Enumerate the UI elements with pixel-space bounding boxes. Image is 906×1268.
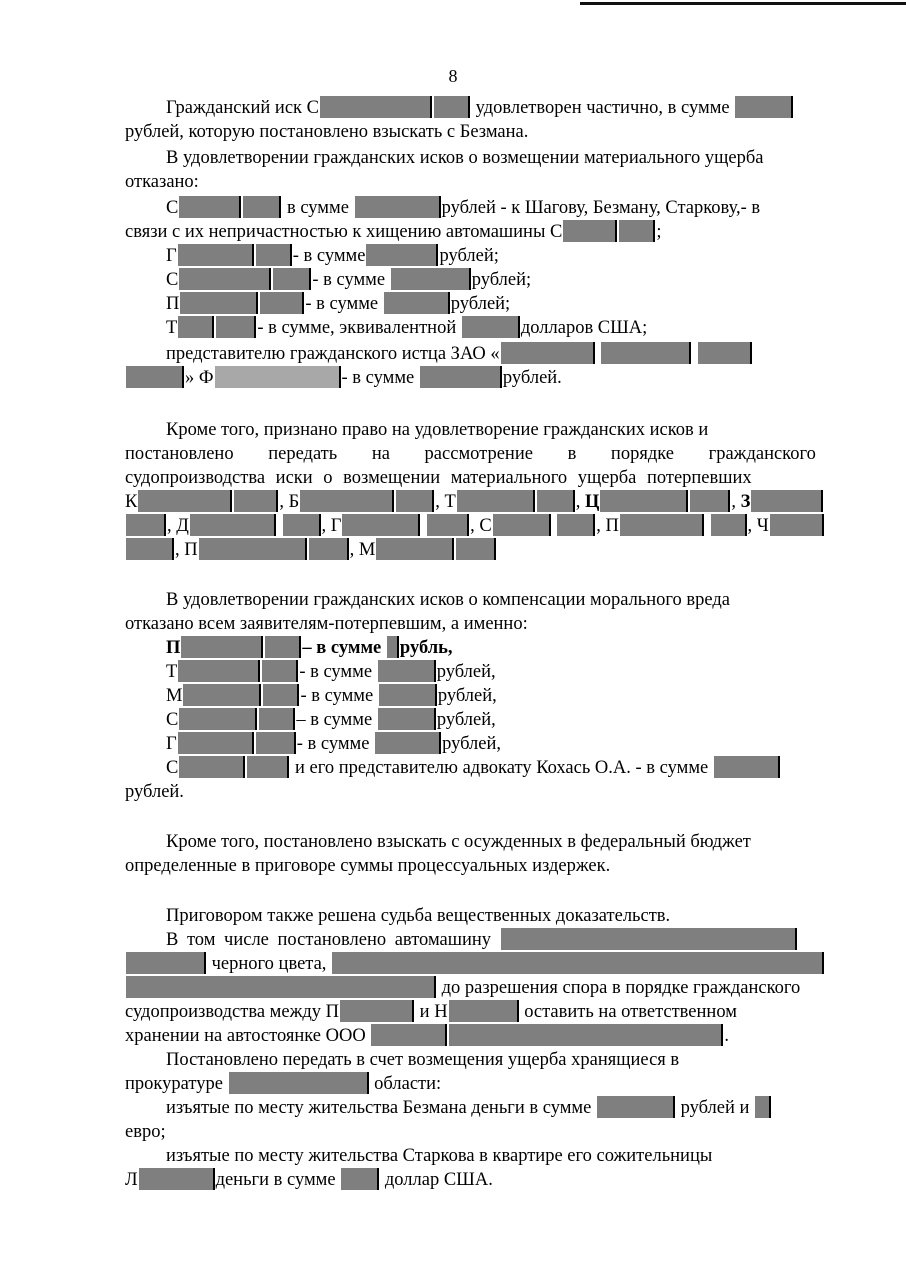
text-fragment: Ц bbox=[585, 492, 600, 512]
text-fragment: рублей, bbox=[436, 710, 496, 730]
redaction bbox=[126, 976, 436, 998]
redaction bbox=[366, 244, 438, 266]
costs-line-1 bbox=[166, 830, 853, 854]
text-fragment: Ч bbox=[756, 516, 769, 536]
text-fragment: прокуратуре bbox=[125, 1074, 223, 1094]
text-fragment: - в сумме bbox=[296, 734, 370, 754]
text-fragment: оставить на ответственном bbox=[524, 1002, 737, 1022]
redaction bbox=[340, 1000, 414, 1022]
seized-starkov-2 bbox=[125, 1168, 493, 1192]
redaction bbox=[178, 316, 214, 338]
redaction bbox=[501, 342, 595, 364]
text-fragment: Т bbox=[166, 318, 178, 338]
redaction bbox=[181, 636, 263, 658]
rep-line bbox=[166, 342, 753, 366]
text-fragment: - в сумме bbox=[292, 246, 366, 266]
costs-line-2: определенные в приговоре суммы процессуальных издержек. bbox=[125, 856, 611, 876]
text-fragment: и Н bbox=[419, 1002, 448, 1022]
moral-s bbox=[166, 708, 496, 732]
redaction bbox=[449, 1000, 519, 1022]
redaction bbox=[178, 244, 254, 266]
redaction bbox=[396, 490, 434, 512]
text-fragment: Кроме того, постановлено взыскать с осужденных в федеральный бюджет bbox=[166, 832, 751, 852]
text-fragment: Гражданский иск С bbox=[166, 98, 319, 118]
text-fragment: П bbox=[184, 540, 198, 560]
text-fragment: З bbox=[740, 492, 751, 512]
redaction bbox=[126, 366, 184, 388]
text-fragment: Л bbox=[125, 1170, 138, 1190]
text-fragment: изъятые по месту жительства Безмана деньги в сумме bbox=[166, 1098, 592, 1118]
text-fragment: связи с их непричастностью к хищению автомашины С bbox=[125, 222, 563, 242]
redaction bbox=[378, 708, 436, 730]
redaction bbox=[619, 220, 655, 242]
transfer-line-2 bbox=[125, 1072, 441, 1096]
text-fragment: - в сумме bbox=[341, 368, 415, 388]
redaction bbox=[501, 928, 797, 950]
redaction bbox=[714, 756, 780, 778]
redaction bbox=[126, 952, 206, 974]
redaction bbox=[600, 490, 688, 512]
text-fragment: Д bbox=[176, 516, 189, 536]
text-fragment: рублей; bbox=[439, 246, 499, 266]
redaction bbox=[457, 490, 535, 512]
text-fragment: Б bbox=[288, 492, 300, 512]
victims-line-1: К , Б , Т , Ц , З bbox=[125, 490, 824, 514]
redaction bbox=[462, 316, 520, 338]
redaction bbox=[265, 636, 301, 658]
redaction bbox=[234, 490, 278, 512]
redaction bbox=[138, 490, 232, 512]
text-fragment: М bbox=[166, 686, 183, 706]
redaction bbox=[449, 1024, 723, 1046]
evidence-line-5 bbox=[125, 1000, 737, 1024]
redaction bbox=[260, 292, 304, 314]
claim-p bbox=[166, 292, 510, 316]
redaction bbox=[179, 756, 245, 778]
redaction bbox=[180, 292, 258, 314]
redaction bbox=[493, 514, 551, 536]
text-fragment: Г bbox=[166, 734, 177, 754]
redaction bbox=[139, 1168, 215, 1190]
redaction bbox=[126, 514, 166, 536]
text-fragment: области: bbox=[374, 1074, 442, 1094]
text-fragment: судопроизводства между П bbox=[125, 1002, 340, 1022]
redaction bbox=[332, 952, 824, 974]
text-fragment: Т bbox=[166, 662, 178, 682]
moral-s2-2: рублей. bbox=[125, 782, 184, 802]
redaction bbox=[179, 708, 257, 730]
redaction bbox=[283, 514, 321, 536]
redaction bbox=[690, 490, 730, 512]
redaction bbox=[379, 684, 437, 706]
recognition-line-3: судопроизводства иски о возмещении материального ущерба потерпевших bbox=[125, 468, 752, 488]
text-fragment: Г bbox=[330, 516, 342, 536]
moral-p bbox=[166, 636, 453, 660]
redaction bbox=[420, 366, 502, 388]
redaction bbox=[711, 514, 747, 536]
redaction bbox=[342, 514, 420, 536]
redaction bbox=[601, 342, 691, 364]
seized-bezman-2: евро; bbox=[125, 1122, 166, 1142]
redaction bbox=[434, 96, 470, 118]
text-fragment: до разрешения спора в порядке гражданского bbox=[441, 978, 801, 998]
redaction bbox=[378, 660, 436, 682]
text-fragment: В удовлетворении гражданских исков о возмещении материального ущерба bbox=[166, 148, 764, 168]
text-fragment: - в сумме bbox=[299, 662, 373, 682]
evidence-line-1: Приговором также решена судьба вещественных доказательств. bbox=[166, 906, 671, 926]
text-fragment: рубль, bbox=[399, 638, 453, 658]
text-fragment: С bbox=[166, 270, 179, 290]
text-fragment: рублей, bbox=[436, 662, 496, 682]
text-fragment: и его представителю адвокату Кохась О.А. - в сумме bbox=[294, 758, 709, 778]
seized-bezman bbox=[166, 1096, 772, 1120]
redaction bbox=[537, 490, 575, 512]
moral-heading bbox=[166, 588, 853, 612]
civil-claim-line-2: рублей, которую постановлено взыскать с Безмана. bbox=[125, 122, 529, 142]
redaction bbox=[557, 514, 595, 536]
redaction bbox=[262, 660, 298, 682]
redaction bbox=[387, 636, 399, 658]
text-fragment: рублей; bbox=[471, 270, 532, 290]
text-fragment: П bbox=[166, 638, 181, 658]
redaction bbox=[309, 538, 349, 560]
recognition-line-1 bbox=[166, 418, 853, 442]
redaction bbox=[199, 538, 307, 560]
moral-t bbox=[166, 660, 496, 684]
redaction bbox=[179, 196, 241, 218]
text-fragment: М bbox=[358, 540, 376, 560]
text-fragment: Г bbox=[166, 246, 177, 266]
redaction bbox=[247, 756, 289, 778]
redaction bbox=[391, 268, 471, 290]
page-number: 8 bbox=[448, 66, 458, 86]
recognition-line-2: постановлено передать на рассмотрение в порядке гражданского bbox=[125, 444, 816, 464]
redaction bbox=[320, 96, 432, 118]
text-fragment: - в сумме bbox=[300, 686, 374, 706]
moral-g bbox=[166, 732, 501, 756]
text-fragment: Т bbox=[444, 492, 456, 512]
text-fragment: - в сумме bbox=[312, 270, 386, 290]
text-fragment: С bbox=[166, 710, 179, 730]
victims-line-2: , Д , Г , С , П , Ч bbox=[125, 514, 825, 538]
redaction bbox=[273, 268, 311, 290]
text-fragment: П bbox=[166, 294, 180, 314]
text-fragment: рублей, bbox=[442, 734, 502, 754]
redaction bbox=[215, 366, 341, 388]
redaction bbox=[456, 538, 496, 560]
text-fragment: – в сумме bbox=[302, 638, 382, 658]
refusal-heading bbox=[166, 146, 853, 170]
redaction bbox=[384, 292, 450, 314]
victims-line-3: , П , М bbox=[125, 538, 497, 562]
text-fragment: рублей; bbox=[450, 294, 511, 314]
redaction bbox=[698, 342, 752, 364]
redaction bbox=[597, 1096, 675, 1118]
redaction bbox=[183, 684, 261, 706]
text-fragment: - в сумме, эквивалентной bbox=[257, 318, 457, 338]
moral-s2 bbox=[166, 756, 781, 780]
text-fragment: рублей. bbox=[502, 368, 562, 388]
claim-line-2: связи с их непричастностью к хищению автомашины С ; bbox=[125, 222, 662, 242]
moral-heading-2: отказано всем заявителям-потерпевшим, а именно: bbox=[125, 614, 528, 634]
redaction bbox=[256, 732, 296, 754]
text-fragment: - в сумме bbox=[305, 294, 379, 314]
redaction bbox=[126, 538, 174, 560]
text-fragment: » Ф bbox=[185, 368, 214, 388]
text-fragment: П bbox=[605, 516, 619, 536]
redaction bbox=[190, 514, 276, 536]
text-fragment: К bbox=[125, 492, 138, 512]
text-fragment: С bbox=[166, 198, 179, 218]
refusal-heading-2: отказано: bbox=[125, 172, 199, 192]
redaction bbox=[243, 196, 281, 218]
text-fragment: – в сумме bbox=[296, 710, 373, 730]
redaction bbox=[751, 490, 823, 512]
redaction bbox=[755, 1096, 771, 1118]
text-fragment: изъятые по месту жительства Старкова в квартире его сожительницы bbox=[166, 1146, 713, 1166]
top-border-line bbox=[580, 2, 906, 5]
text-fragment: долларов США; bbox=[520, 318, 648, 338]
text-fragment: В том числе постановлено автомашину bbox=[166, 930, 492, 950]
text-fragment: деньги в сумме bbox=[215, 1170, 336, 1190]
claim-s bbox=[166, 268, 531, 292]
text-fragment: рублей и bbox=[680, 1098, 750, 1118]
text-fragment: рублей - к Шагову, Безману, Старкову,- в bbox=[441, 198, 761, 218]
claim-t bbox=[166, 316, 647, 340]
evidence-line-2 bbox=[166, 928, 798, 952]
redaction bbox=[229, 1072, 369, 1094]
seized-starkov bbox=[166, 1144, 853, 1168]
redaction bbox=[179, 268, 271, 290]
text-fragment: В удовлетворении гражданских исков о компенсации морального вреда bbox=[166, 590, 730, 610]
redaction bbox=[178, 732, 254, 754]
redaction bbox=[371, 1024, 447, 1046]
civil-claim-line bbox=[166, 96, 794, 120]
text-fragment: С bbox=[479, 516, 492, 536]
redaction bbox=[375, 732, 441, 754]
text-fragment: Кроме того, признано право на удовлетворение гражданских исков и bbox=[166, 420, 709, 440]
moral-m bbox=[166, 684, 497, 708]
text-fragment: . bbox=[724, 1026, 729, 1046]
redaction bbox=[770, 514, 824, 536]
text-fragment: С bbox=[166, 758, 179, 778]
redaction bbox=[178, 660, 260, 682]
redaction bbox=[355, 196, 441, 218]
claim-line bbox=[166, 196, 760, 220]
claim-g bbox=[166, 244, 499, 268]
text-fragment: удовлетворен частично, в сумме bbox=[475, 98, 730, 118]
redaction bbox=[341, 1168, 379, 1190]
text-fragment: в сумме bbox=[286, 198, 349, 218]
redaction bbox=[427, 514, 469, 536]
text-fragment: представителю гражданского истца ЗАО « bbox=[166, 344, 500, 364]
text-fragment: хранении на автостоянке ООО bbox=[125, 1026, 366, 1046]
text-fragment: черного цвета, bbox=[211, 954, 327, 974]
redaction bbox=[620, 514, 704, 536]
rep-line-2 bbox=[125, 366, 562, 390]
evidence-line-3 bbox=[125, 952, 825, 976]
redaction bbox=[300, 490, 394, 512]
redaction bbox=[263, 684, 299, 706]
redaction bbox=[216, 316, 256, 338]
evidence-line-6 bbox=[125, 1024, 729, 1048]
text-fragment: доллар США. bbox=[384, 1170, 493, 1190]
text-fragment: рублей, bbox=[437, 686, 497, 706]
redaction bbox=[259, 708, 295, 730]
redaction bbox=[735, 96, 793, 118]
redaction bbox=[376, 538, 454, 560]
redaction bbox=[563, 220, 617, 242]
text-fragment: Постановлено передать в счет возмещения ущерба хранящиеся в bbox=[166, 1050, 680, 1070]
redaction bbox=[256, 244, 292, 266]
evidence-line-4 bbox=[125, 976, 800, 1000]
transfer-line-1 bbox=[166, 1048, 853, 1072]
